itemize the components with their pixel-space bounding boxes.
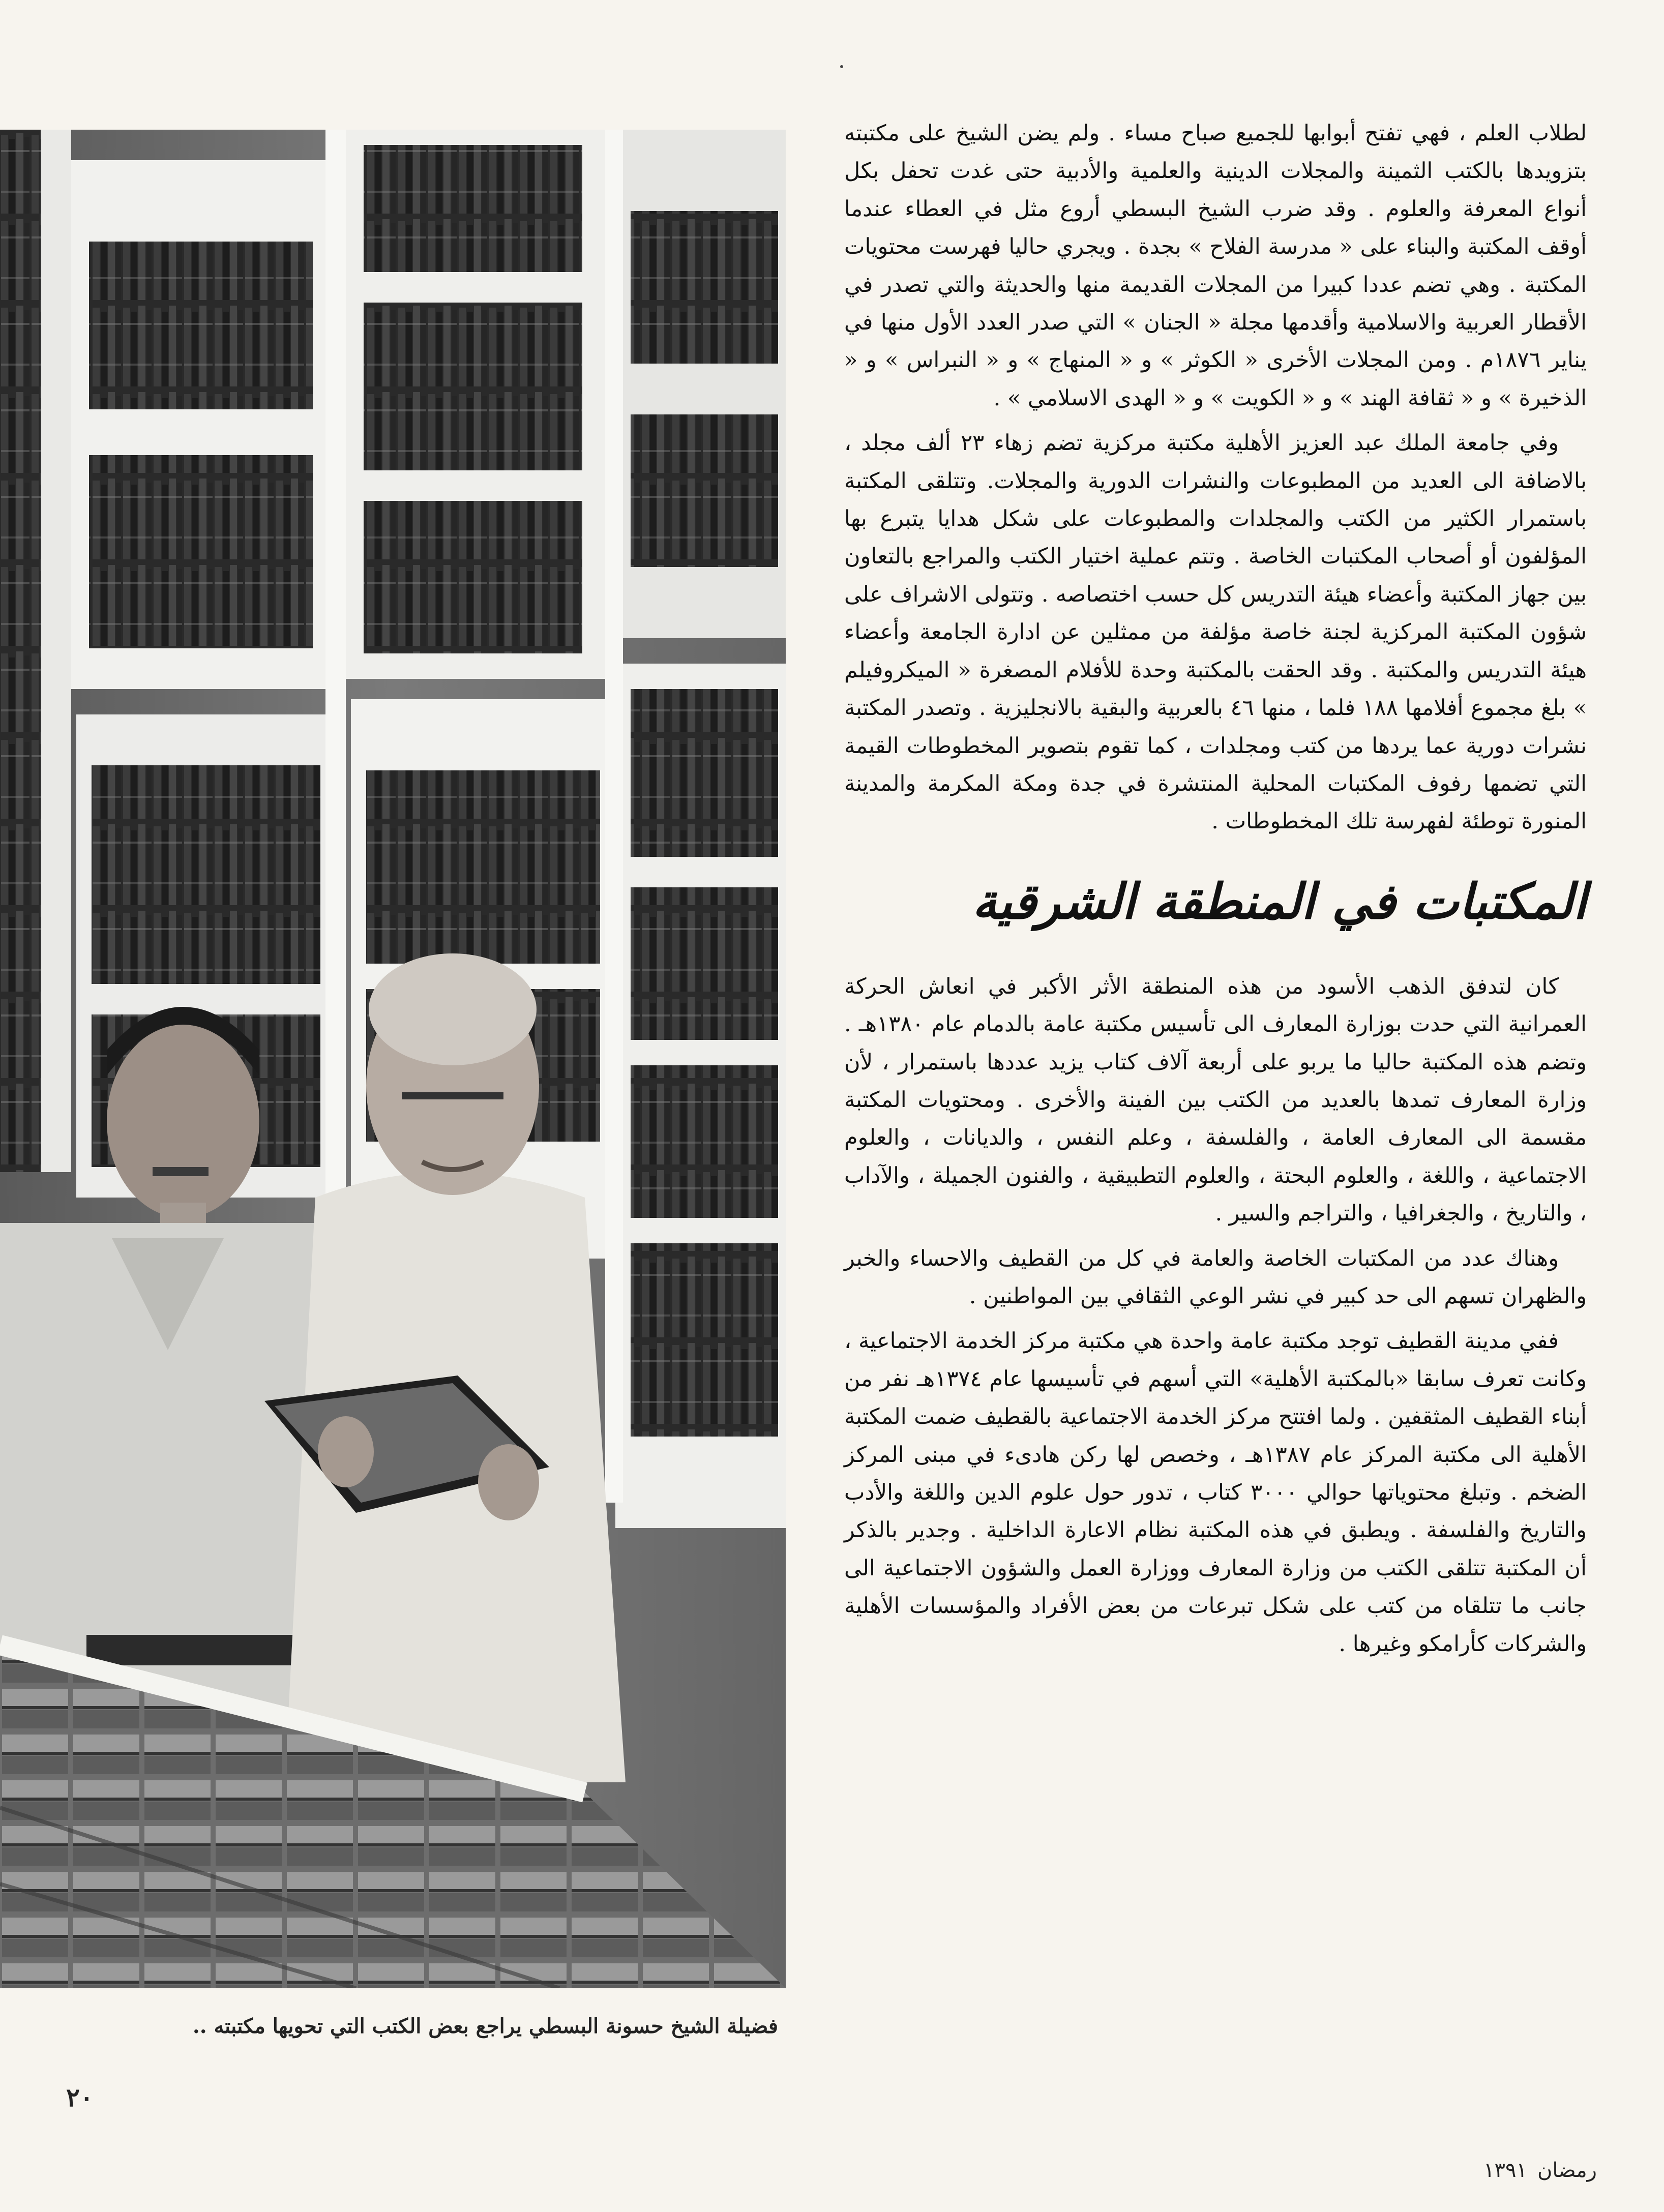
photo-caption: فضيلة الشيخ حسونة البسطي يراجع بعض الكتب التي تحويها مكتبته .. xyxy=(192,2014,778,2038)
issue-year: ١٣٩١ xyxy=(1483,2159,1527,2182)
article-paragraph: ففي مدينة القطيف توجد مكتبة عامة واحدة هي مكتبة مركز الخدمة الاجتماعية ، وكانت تعرف سابقا «بالمكتبة الأهلية» التي أسهم في تأسيسها عام ١٣٧٤هـ نفر من أبناء القطيف المثقفين . ولما افتتح مركز الخدمة الاجتماعية بالقطيف ضمت المكتبة الأهلية الى مكتبة المركز عام ١٣٨٧هـ ، وخصص لها ركن هادىء في مبنى المركز الضخم . وتبلغ محتوياتها حوالي ٣٠٠٠ كتاب ، تدور حول علوم الدين واللغة والأدب والتاريخ والفلسفة . ويطبق في هذه المكتبة نظام الاعارة الداخلية . وجدير بالذكر أن المكتبة تتلقى الكتب من وزارة المعارف ووزارة العمل والشؤون الاجتماعية الى جانب ما تتلقاه من كتب على شكل تبرعات من بعض الأفراد والمؤسسات الأهلية والشركات كأرامكو وغيرها . xyxy=(844,1328,1587,1657)
library-photo-illustration xyxy=(0,130,786,1988)
issue-footer xyxy=(1343,2159,1597,2182)
article-paragraph: كان لتدفق الذهب الأسود من هذه المنطقة الأثر الأكبر في انعاش الحركة العمرانية التي حدت بوزارة المعارف الى تأسيس مكتبة عامة بالدمام عام ١٣٨٠هـ . وتضم هذه المكتبة حاليا ما يربو على أربعة آلاف كتاب يزيد عددها باستمرار ، لأن وزارة المعارف تمدها بالعديد من الكتب بين الفينة والأخرى . ومحتويات المكتبة مقسمة الى المعارف العامة ، والفلسفة ، وعلم النفس ، والديانات ، والعلوم الاجتماعية ، واللغة ، والعلوم البحتة ، والعلوم التطبيقية ، والفنون الجميلة ، والآداب ، والتاريخ ، والجغرافيا ، والتراجم والسير . xyxy=(844,973,1587,1227)
print-mark xyxy=(840,65,843,68)
library-photo xyxy=(0,130,786,1988)
page-number: ٢٠ xyxy=(66,2082,94,2112)
article-paragraph: لطلاب العلم ، فهي تفتح أبوابها للجميع صباح مساء . ولم يضن الشيخ على مكتبته بتزويدها بالكتب الثمينة والمجلات الدينية والعلمية والأدبية حتى غدت تحفل بكل أنواع المعرفة والعلوم . وقد ضرب الشيخ البسطي أروع مثل في العطاء عندما أوقف المكتبة والبناء على « مدرسة الفلاح » بجدة . ويجري حاليا فهرست محتويات المكتبة . وهي تضم عددا كبيرا من المجلات القديمة منها والحديثة والتي تصدر في الأقطار العربية والاسلامية وأقدمها مجلة « الجنان » التي صدر العدد الأول منها في يناير ١٨٧٦م . ومن المجلات الأخرى « الكوثر » و « المنهاج » و « النبراس » و « الذخيرة » و « ثقافة الهند » و « الكويت » و « الهدى الاسلامي » . xyxy=(844,121,1587,411)
article-paragraph: وفي جامعة الملك عبد العزيز الأهلية مكتبة مركزية تضم زهاء ٢٣ ألف مجلد ، بالاضافة الى العديد من المطبوعات والنشرات الدورية والمجلات. وتتلقى المكتبة باستمرار الكثير من الكتب والمجلدات والمطبوعات على شكل هدايا يتبرع بها المؤلفون أو أصحاب المكتبات الخاصة . وتتم عملية اختيار الكتب والمراجع بالتعاون بين جهاز المكتبة وأعضاء هيئة التدريس كل حسب اختصاصه . وتتولى الاشراف على شؤون المكتبة المركزية لجنة خاصة مؤلفة من ممثلين عن ادارة الجامعة وأعضاء هيئة التدريس والمكتبة . وقد الحقت بالمكتبة وحدة للأفلام المصغرة « الميكروفيلم » بلغ مجموع أفلامها ١٨٨ فلما ، منها ٤٦ بالعربية والبقية بالانجليزية . وتصدر المكتبة نشرات دورية عما يردها من كتب ومجلدات ، كما تقوم بتصوير المخطوطات القيمة التي تضمها رفوف المكتبات المحلية المنتشرة في جدة ومكة المكرمة والمدينة المنورة توطئة لفهرسة تلك المخطوطات . xyxy=(844,430,1587,834)
article-column xyxy=(844,114,1587,1663)
issue-month: رمضان xyxy=(1537,2159,1597,2182)
article-paragraph: وهناك عدد من المكتبات الخاصة والعامة في كل من القطيف والاحساء والخبر والظهران تسهم الى حد كبير في نشر الوعي الثقافي بين المواطنين . xyxy=(844,1245,1587,1309)
section-heading: المكتبات في المنطقة الشرقية xyxy=(972,872,1587,930)
